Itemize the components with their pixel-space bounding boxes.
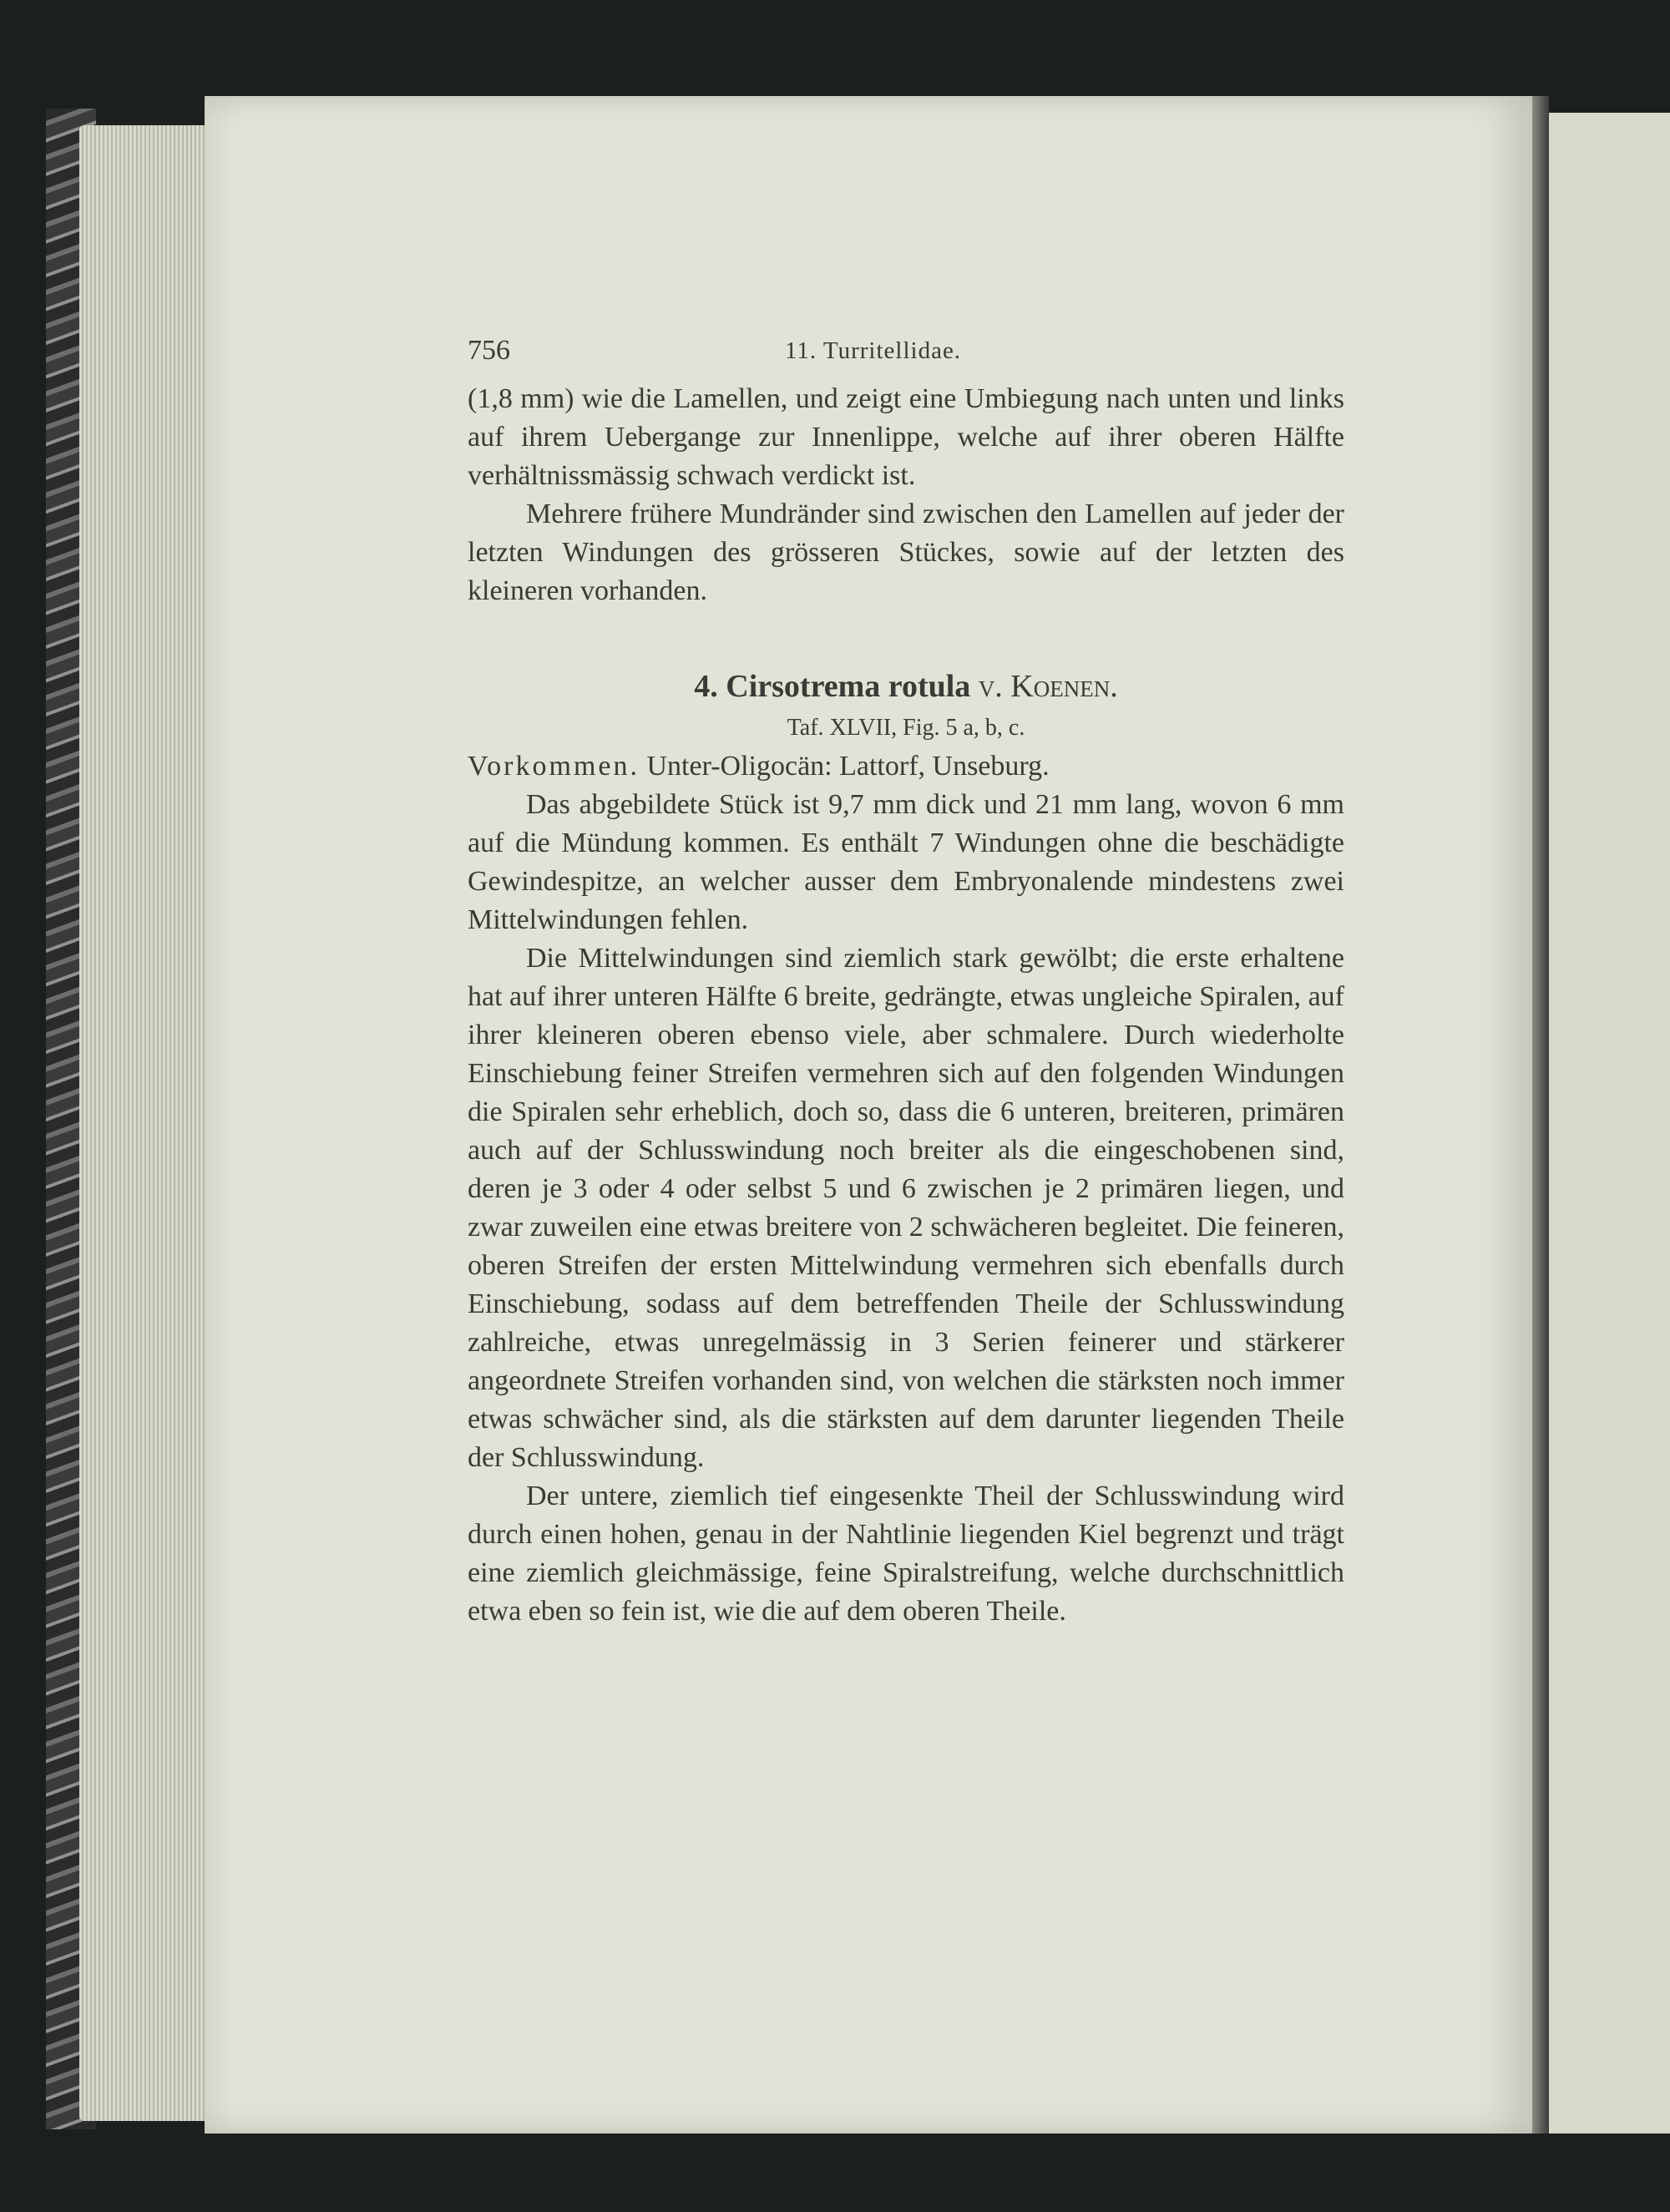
facing-page [1549,113,1670,2134]
page-edges [79,125,221,2121]
page-header [468,321,1344,380]
species-name: 4. Cirsotrema rotula [694,669,971,704]
species-heading [468,664,1344,709]
occurrence-text: Unter-Oligocän: Lattorf, Unseburg. [646,751,1050,782]
paragraph: Mehrere frühere Mundränder sind zwischen den Lamellen auf jeder der letzten Windungen des grösseren Stückes, sowie auf der letzten des kleineren vorhanden. [468,499,1344,606]
page-content [468,321,1344,1631]
paragraph: Das abgebildete Stück ist 9,7 mm dick und 21 mm lang, wovon 6 mm auf die Mündung kommen. Es enthält 7 Windungen ohne die beschädigte Gewindespitze, an welcher ausser dem Embryonalende mindestens zwei Mittelwindungen fehlen. [468,789,1344,935]
paragraph: (1,8 mm) wie die Lamellen, und zeigt eine Umbiegung nach unten und links auf ihrem Uebergange zur Innenlippe, welche auf ihrer oberen Hälfte verhältnissmässig schwach verdickt ist. [468,383,1344,491]
occurrence-label: Vorkommen. [468,751,640,782]
species-author: v. Koenen. [978,669,1118,704]
paragraph: Die Mittelwindungen sind ziemlich stark gewölbt; die erste erhaltene hat auf ihrer unteren Hälfte 6 breite, gedrängte, etwas ungleiche Spiralen, auf ihrer kleineren oberen ebenso viele, aber schmalere. Durch wiederholte Einschiebung feiner Streifen vermehren sich auf den folgenden Windungen die Spiralen sehr erheblich, doch so, dass die 6 unteren, breiteren, primären auch auf der Schlusswindung noch breiter als die eingeschobenen sind, deren je 3 oder 4 oder selbst 5 und 6 zwischen je 2 primären liegen, und zwar zuweilen eine etwas breitere von 2 schwächeren begleitet. Die feineren, oberen Streifen der ersten Mittelwindung vermehren sich ebenfalls durch Einschiebung, sodass auf dem betreffenden Theile der Schlusswindung zahlreiche, etwas unregelmässig in 3 Serien feinerer und stärkerer angeordnete Streifen vorhanden sind, von welchen die stärksten noch immer etwas schwächer sind, als die stärksten auf dem darunter liegenden Theile der Schlusswindung. [468,943,1344,1473]
occurrence-line [468,747,1344,786]
running-title: 11. Turritellidae. [785,337,962,364]
book-gutter [1532,96,1549,2134]
page-number: 756 [468,335,510,366]
paragraph: Der untere, ziemlich tief eingesenkte Theil der Schlusswindung wird durch einen hohen, genau in der Nahtlinie liegenden Kiel begrenzt und trägt eine ziemlich gleichmässige, feine Spiralstreifung, welche durchschnittlich etwa eben so fein ist, wie die auf dem oberen Theile. [468,1481,1344,1627]
plate-reference: Taf. XLVII, Fig. 5 a, b, c. [787,715,1025,741]
